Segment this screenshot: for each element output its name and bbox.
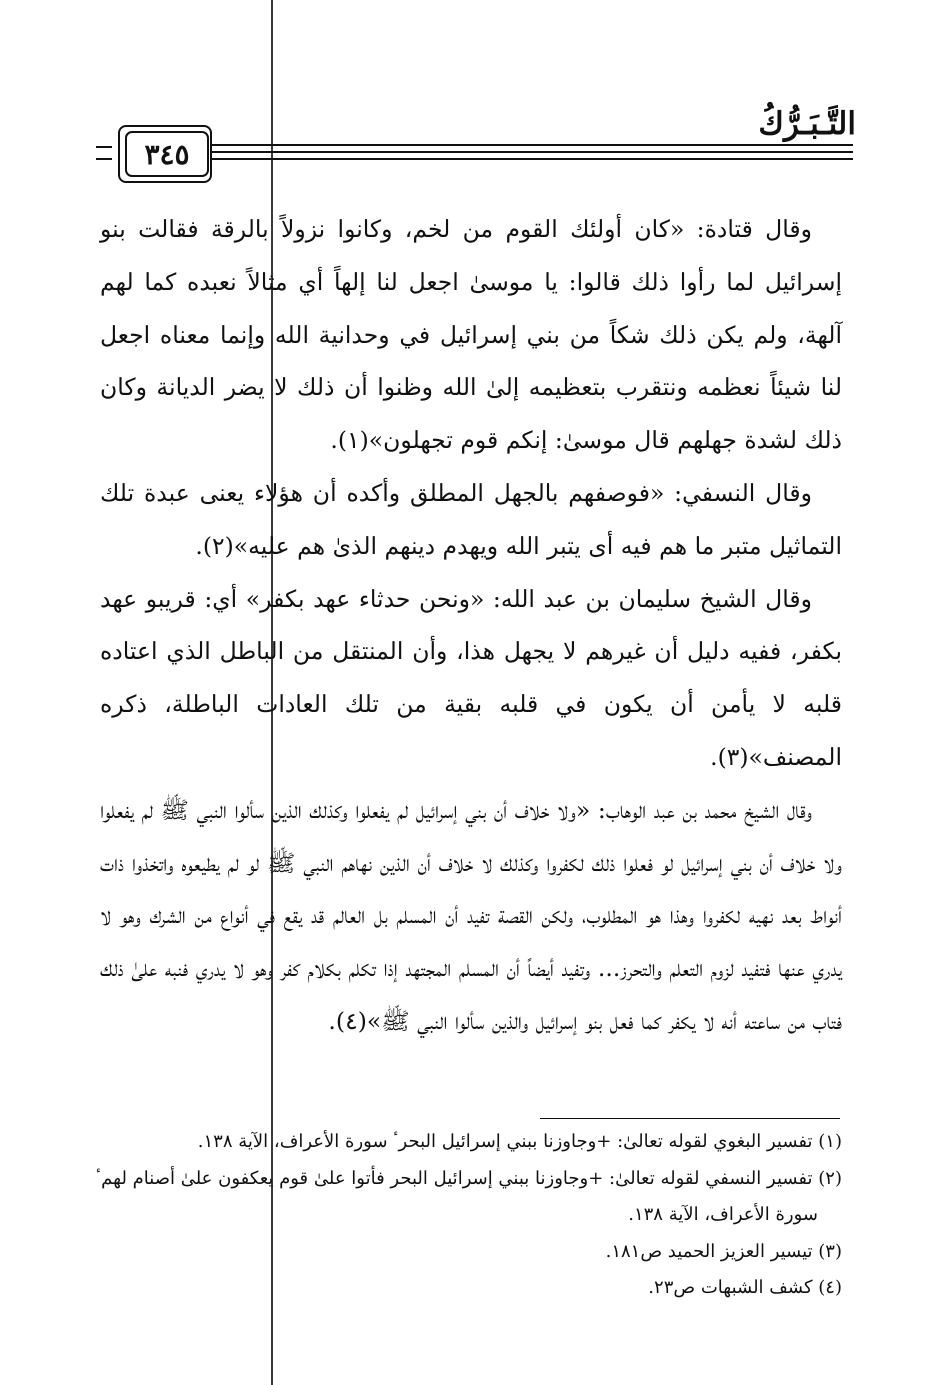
footnote-3: (٣) تيسير العزيز الحميد ص١٨١. <box>605 1240 842 1262</box>
header-rule-end <box>96 146 112 160</box>
footnotes <box>90 1124 842 1307</box>
paragraph-qatada: وقال قتادة: «كان أولئك القوم من لخم، وكانوا نزولاً بالرقة فقالت بنو إسرائيل لما رأوا ذلك قالوا: يا موسىٰ اجعل لنا إلهاً أي مثالاً نعبده كما لهم آلهة، ولم يكن ذلك شكاً من بني إسرائيل في وحدانية الله وإنما معناه اجعل لنا شيئاً نعظمه ونتقرب بتعظيمه إلىٰ الله وظنوا أن ذلك لا يضر الديانة وكان ذلك لشدة جهلهم قال موسىٰ: إنكم قوم تجهلون»(١). <box>100 215 842 455</box>
footnote-4: (٤) كشف الشبهات ص٢٣. <box>648 1277 842 1298</box>
header-rule <box>211 144 853 146</box>
paragraph-sulayman: وقال الشيخ سليمان بن عبد الله: «ونحن حدثاء عهد بكفر» أي: قريبو عهد بكفر، ففيه دليل أن غيرهم لا يجهل هذا، وأن المنتقل من الباطل الذي اعتاده قلبه لا يأمن أن يكون في قلبه بقية من تلك العادات الباطلة، ذكره المصنف»(٣). <box>100 584 842 771</box>
main-text <box>100 203 842 1048</box>
header-rule <box>211 158 853 160</box>
page-number: ٣٤٥ <box>125 131 209 177</box>
footnote-2: (٢) تفسير النسفي لقوله تعالىٰ: +وجاوزنا ببني إسرائيل البحر فأتوا علىٰ قوم يعكفون علىٰ أصنام لهمٴ <box>95 1167 842 1189</box>
running-title: التَّـبَـرُّكُ <box>758 106 856 142</box>
paragraph-nasafi: وقال النسفي: «فوصفهم بالجهل المطلق وأكده أن هؤلاء يعنى عبدة تلك التماثيل متبر ما هم فيه أى يتبر الله ويهدم دينهم الذىٰ هم عليه»(٢). <box>100 478 842 560</box>
footnote-2-continued: سورة الأعراف، الآية ١٣٨. <box>628 1204 818 1225</box>
footnote-separator <box>540 1118 840 1119</box>
footnote-1: (١) تفسير البغوي لقوله تعالىٰ: +وجاوزنا ببني إسرائيل البحرٴ سورة الأعراف، الآية ١٣٨. <box>197 1131 842 1152</box>
paragraph-ibn-abd-al-wahhab: وقال الشيخ محمد بن عبد الوهاب: «ولا خلاف أن بني إسرائيل لم يفعلوا وكذلك الذين سألوا النبي ﷺ لم يفعلوا ولا خلاف أن بني إسرائيل لو فعلوا ذلك لكفروا وكذلك لا خلاف أن الذين نهاهم النبي ﷺ لو لم يطيعوه واتخذوا ذات أنواط بعد نهيه لكفروا وهذا هو المطلوب، ولكن القصة تفيد أن المسلم بل العالم قد يقع في أنواع من الشرك وهو لا يدري عنها فتفيد لزوم التعلم والتحرز... وتفيد أيضاً أن المسلم المجتهد إذا تكلم بكلام كفر وهو لا يدري فنبه علىٰ ذلك فتاب من ساعته أنه لا يكفر كما فعل بنو إسرائيل والذين سألوا النبي ﷺ»(٤). <box>100 795 842 1035</box>
page-header <box>96 100 856 190</box>
header-rule <box>211 151 853 153</box>
